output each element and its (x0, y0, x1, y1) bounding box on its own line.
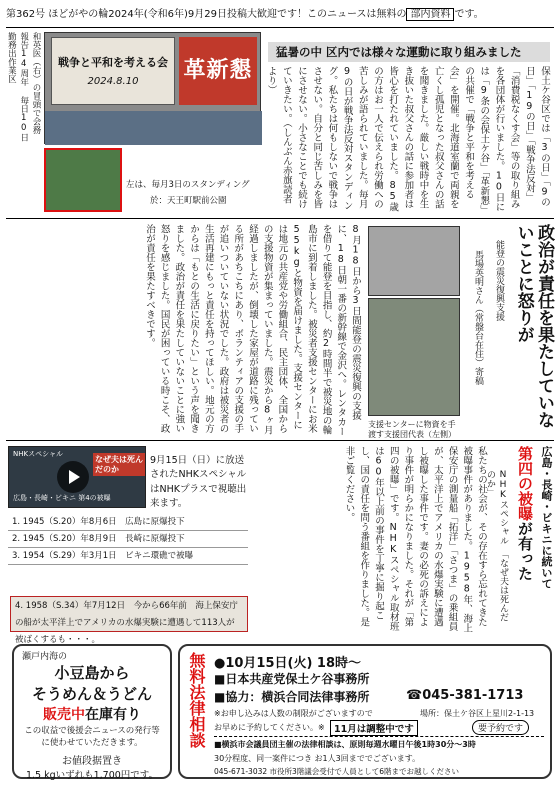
history-row-1: 1. 1945（S.20）年8月6日 広島に原爆投下 (8, 514, 248, 531)
play-icon[interactable] (57, 461, 89, 493)
photo-caption-2: 於：天王町駅前公園 (150, 196, 227, 206)
law-note3: 場所：保土ケ谷区上星川2-1-13 (420, 709, 535, 718)
section-rule-1 (6, 218, 554, 219)
header-end: です。 (454, 9, 484, 20)
article2-title: 政治が責任を果たしていないことに怒りが (513, 224, 554, 428)
law-reserve: 要予約です (472, 720, 529, 735)
ad-line2: 小豆島から (54, 664, 130, 682)
law-november: 11月は調整中です (330, 720, 418, 736)
nhk-thumb-red: なぜ夫は死んだのか (93, 453, 145, 476)
sidebar-text: 和英医（右）の冒頭で会務報告14周年 毎日10日 勤務出作業区 (6, 32, 41, 142)
article2-subtitle: 能登の震災復興支援 (494, 240, 504, 321)
somen-ad-box (12, 644, 172, 779)
nhk-thumb-sub: 広島・長崎・ビキニ 第4の被曝 (13, 494, 111, 502)
law-bottom1: ■横浜市会議員団主催の法律相談は、原則毎週水曜日午後1時30分～3時 (214, 740, 476, 749)
history-box: 4. 1958（S.34）年7月12日 今から66年前 海上保安庁の船が太平洋上でアメリカの水爆実験に遭遇して113人が被ばくするも・・・。 (10, 596, 248, 632)
poster-title: 戦争と平和を考える会 (58, 56, 168, 69)
law-phone[interactable]: ☎045-381-1713 (406, 688, 524, 703)
article1-body: 保土ケ谷区では「3の日」「9の日」「19の日」「戦争法反対」「消費税なくす会」等の取り組みを各団体が行いました。10日には「9条の会保土ケ谷」「革新懇」の共催で「戦争と平和を考える会」を開催。北海道室蘭で両親を亡くし孤児となった叔父さんの話を聞きました。厳しい戦時中を生き抜いた叔父さんの話に参加者は皆心を打たれていました。85歳の方はお一人で伝えられ労働への苦しみが語られていました。毎月9の日が戦争法反対スタンディング。私たちは何もしないで戦争はさせない。自分と同じ苦しみを皆にさせない。小さなことでも続けていきたい。（しんぶん赤旗読者より） (265, 66, 550, 212)
article1-banner: 猛暑の中 区内では様々な運動に取り組みました (268, 42, 550, 62)
nhk-text: 9月15日（日）に放送されたNHKスペシャルはNHKプラスで視聴出来ます。 (150, 455, 247, 509)
header-box: 部内資料 (406, 8, 454, 21)
history-row-3: 3. 1954（S.29）年3月1日 ビキニ環礁で被曝 (8, 548, 248, 565)
poster-kanji-banner (179, 37, 257, 105)
nhk-video-thumbnail[interactable] (8, 446, 146, 508)
audience-area (45, 111, 262, 145)
article3-red: 第四の被曝 (516, 446, 534, 521)
poster-banner (51, 37, 175, 105)
law-divider (214, 736, 544, 737)
law-note1: ※お申し込みは人数の制限がございますので (214, 709, 373, 718)
law-date: ●10月15日(火) 18時～ (214, 656, 362, 671)
ad-line3: そうめん＆うどん (31, 685, 152, 703)
ad-line5: この収益で後援会ニュースの発行等に使わせていただきます。 (24, 726, 160, 748)
header-text: 第362号 ほどがやの輪2024年(令和6年)9月29日投稿大歓迎です！このニュースは無料の (6, 9, 407, 20)
law-place: ■日本共産党保土ケ谷事務所 (214, 672, 370, 686)
support-center-photo-2 (368, 298, 460, 416)
law-bottom3: 045-671-3032 市役所3階議会受付で人員として6階までお越しください (214, 767, 460, 776)
ad-line6: お値段据置き (62, 755, 122, 767)
history-row-2: 2. 1945（S.20）年8月9日 長崎に原爆投下 (8, 531, 248, 548)
law-bottom2: 30分程度、同一案件につき お1人3回まででございます。 (214, 754, 421, 763)
article3-body: 私たちの社会が、その存在すら忘れてきた被曝事件がありました。1958年、海上保安庁の測量船「拓洋」「さつま」の乗組員が、太平洋上でアメリカの水爆実験に遭遇し被曝した事件です。妻の必死の訴えにより事件が明らかになりました。それが「第四の被曝」です。NHKスペシャル取材班は60年以上前の事件を丁寧に掘り起こし、国の責任を問う番組を作りました。是非ご覧ください。 (343, 446, 487, 633)
section-rule-2 (6, 440, 554, 441)
header-rule (6, 27, 554, 28)
ad-line4a: 販売中 (43, 707, 85, 723)
article3-title-end: が有った (516, 521, 534, 581)
article3-sub: NHKスペシャル 「なぜ夫は死んだのか」 (485, 470, 508, 622)
legal-consultation-box (178, 644, 552, 779)
meeting-photo (44, 32, 261, 144)
law-coop: ■協力：横浜合同法律事務所 (214, 690, 370, 704)
standing-photo (44, 148, 122, 212)
law-vertical-title: 無料法律相談 (187, 652, 206, 748)
poster-kanji: 革新懇 (183, 58, 253, 83)
ad-line1: 瀬戸内海の (22, 652, 68, 662)
ad-line4b: 在庫有り (85, 707, 141, 723)
photo-caption-1: 左は、毎月3日のスタンディング (126, 180, 250, 190)
ad-line7: 1.5 kgいずれも1,700円です。 (25, 769, 159, 781)
history-list (8, 514, 248, 565)
newsletter-header (6, 4, 554, 26)
article2-body: 8月18日から3日間能登の震災復興の支援に、18日朝一番の新幹線で金沢へ。レンタカーを借りて能登を目指し、約2時間半で被災地の輪島市に到着しました。被災者支援センターにお米55kgと物資を届けました。支援センターには地元の共産党や労働組合、民主団体、全国からの支援物資が集まっていました。震災から8ヶ月経過しましたが、倒壊した家屋が道路に残っている所があちこちにあり、ボランティアの支援の手が追いついていない状況でした。政府は被災者の生活再建にもっと責任を持ってほしい。地元の方からは「もとの生活に戻りたい」という声を聞きました。政治が責任を果たしていないことに強い怒りを感じました。国民が困っている時こそ、政治が責任を果たすべきです。 (143, 224, 361, 436)
poster-date: 2024.8.10 (87, 76, 139, 87)
support-center-photo-1 (368, 226, 460, 296)
article2-author: 馬場英明さん（常盤台在住）寄稿 (473, 250, 483, 385)
article3-title: 広島・長崎・ビキニに続いて (540, 446, 553, 589)
photo2-caption: 支援センターに物資を手渡す支援団代表（左側） (368, 420, 456, 440)
law-note2: お早めに予約してください。※ (214, 723, 325, 732)
nhk-thumb-label: NHKスペシャル (13, 450, 63, 458)
